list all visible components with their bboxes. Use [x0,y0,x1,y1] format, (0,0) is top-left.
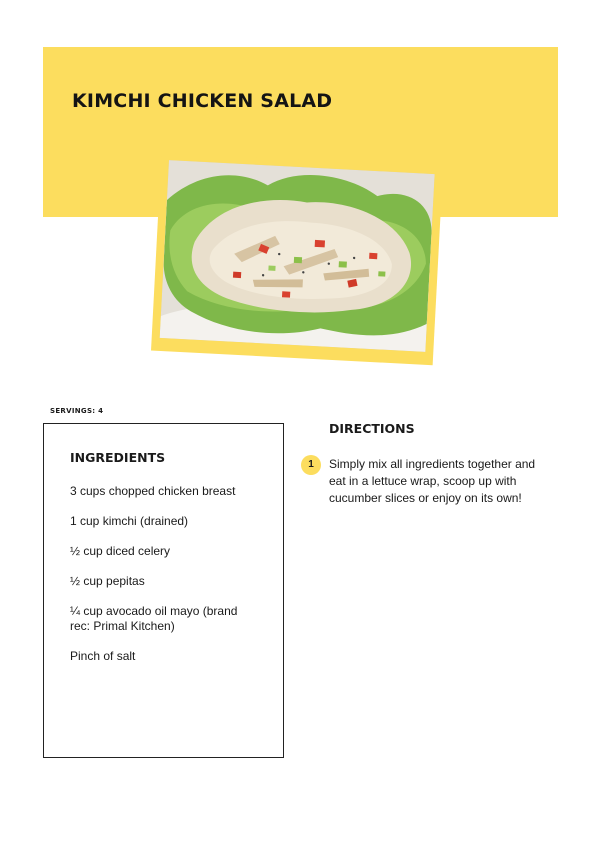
ingredient-item: 3 cups chopped chicken breast [70,484,236,498]
ingredient-item: ½ cup diced celery [70,544,171,558]
ingredient-item: Pinch of salt [70,649,136,663]
directions-heading: DIRECTIONS [329,421,415,436]
step-text: Simply mix all ingredients together and eat in a lettuce wrap, scoop up with cucumber slices or enjoy on its own! [329,457,536,505]
ingredient-item: ¼ cup avocado oil mayo (brand rec: Primal Kitchen) [70,604,238,633]
photo-frame [151,153,443,365]
ingredients-list [70,484,260,679]
ingredient-item: ½ cup pepitas [70,574,145,588]
recipe-title: KIMCHI CHICKEN SALAD [72,90,333,112]
ingredient-item: 1 cup kimchi (drained) [70,514,189,528]
ingredients-heading: INGREDIENTS [70,450,166,465]
step-number-badge: 1 [301,455,321,475]
servings-label: SERVINGS: 4 [50,407,104,415]
ingredients-box [43,423,284,758]
salad-illustration [160,160,435,352]
salad-photo [160,160,435,352]
